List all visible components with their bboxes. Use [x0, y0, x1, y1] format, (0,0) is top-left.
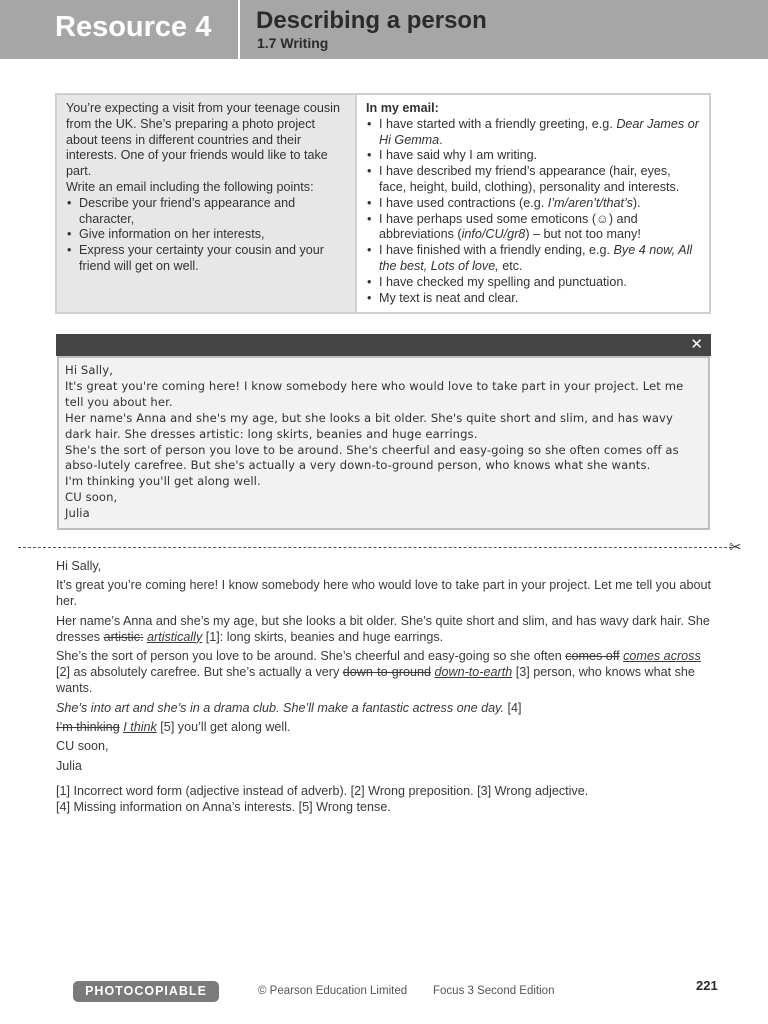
- cut-line: [18, 547, 732, 548]
- task-table: [55, 93, 711, 314]
- header-divider: [238, 0, 240, 59]
- struck-text: I’m thinking: [56, 719, 120, 734]
- list-item: • I have checked my spelling and punctuation.: [366, 275, 700, 291]
- answer-signoff: CU soon,: [56, 739, 109, 754]
- checklist-text: I have used contractions (e.g.: [379, 195, 548, 210]
- list-item: • I have described my friend’s appearance (hair, eyes, face, height, build, clothing), personality and interests.: [366, 164, 700, 196]
- struck-text: artistic:: [103, 629, 144, 644]
- checklist: [357, 95, 709, 312]
- page-title: Describing a person: [256, 7, 487, 34]
- answer-name: Julia: [56, 758, 82, 773]
- correction-text: artistically: [147, 629, 203, 644]
- list-item: • I have said why I am writing.: [366, 148, 700, 164]
- list-item: • Express your certainty your cousin and your friend will get on well.: [66, 243, 346, 275]
- answer-paragraph: [56, 719, 716, 735]
- checklist-text: ).: [632, 195, 641, 210]
- answer-greeting: Hi Sally,: [56, 559, 102, 573]
- email-line: It's great you're coming here! I know somebody here who would love to take part in your project. Let me tell you about her.: [65, 378, 684, 409]
- correction-text: down-to-earth: [434, 665, 513, 680]
- checklist-text: etc.: [498, 258, 523, 273]
- answer-paragraph: It’s great you’re coming here! I know somebody here who would love to take part in your project. Let me tell you about her.: [56, 578, 711, 609]
- email-line: CU soon,: [65, 490, 118, 505]
- struck-text: down-to-ground: [342, 665, 431, 680]
- email-line: Hi Sally,: [65, 363, 113, 377]
- copyright: © Pearson Education Limited: [258, 985, 408, 997]
- checklist-example: Dear James or Hi Gemma: [379, 116, 699, 147]
- checklist-example: I’m/aren’t/that’s: [547, 195, 633, 210]
- checklist-text: I have started with a friendly greeting, e.g.: [379, 116, 617, 131]
- resource-label: Resource 4: [55, 11, 212, 43]
- checklist-text: I have finished with a friendly ending, e.g.: [379, 243, 614, 258]
- checklist-heading: In my email:: [366, 101, 439, 115]
- email-line: Her name's Anna and she's my age, but she looks a bit older. She's quite short and slim, and has wavy dark hair. She dresses artistic: long skirts, beanies and huge earrings.: [65, 410, 673, 441]
- checklist-example: Bye 4 now, All the best, Lots of love,: [379, 243, 693, 273]
- task-points: [66, 196, 346, 275]
- answer-key: [56, 558, 716, 818]
- email-line: Julia: [65, 506, 90, 521]
- list-item: • Give information on her interests,: [66, 227, 346, 243]
- answer-text: [4]: [504, 700, 522, 715]
- task-instruction: Write an email including the following points:: [66, 179, 314, 194]
- answer-text: [3] person, who knows what she wants.: [56, 665, 695, 696]
- page-subtitle: 1.7 Writing: [257, 35, 329, 51]
- list-item: [366, 117, 700, 149]
- correction-text: I think: [123, 719, 157, 734]
- email-draft: [57, 356, 710, 530]
- email-line: I'm thinking you'll get along well.: [65, 474, 261, 489]
- checklist-text: .: [439, 132, 443, 147]
- answer-paragraph: [56, 613, 716, 645]
- scissors-icon: ✂: [729, 539, 742, 556]
- struck-text: comes off: [565, 649, 620, 664]
- list-item: [366, 212, 700, 244]
- correction-text: comes across: [623, 649, 701, 664]
- answer-text: She’s the sort of person you love to be around. She’s cheerful and easy-going so she often: [56, 649, 566, 664]
- answer-text: [1]: long skirts, beanies and huge earrings.: [202, 629, 444, 644]
- list-item: • Describe your friend’s appearance and character,: [66, 196, 346, 228]
- task-intro: You’re expecting a visit from your teenage cousin from the UK. She’s preparing a photo project about teens in different countries and their interests. One of your friends would like to take part.: [66, 101, 340, 179]
- answer-note: [4] Missing information on Anna’s interests. [5] Wrong tense.: [56, 799, 391, 814]
- edition: Focus 3 Second Edition: [433, 985, 555, 997]
- list-item: [366, 196, 700, 212]
- answer-text: Her name’s Anna and she’s my age, but she looks a bit older. She’s quite short and slim, and has wavy dark hair. She dresses: [56, 613, 710, 644]
- page-number: 221: [696, 978, 718, 993]
- checklist-text: I have perhaps used some emoticons (☺) and abbreviations (: [379, 211, 638, 242]
- inserted-text: She’s into art and she’s in a drama club. She’ll make a fantastic actress one day.: [56, 700, 505, 715]
- email-line: She's the sort of person you love to be around. She's cheerful and easy-going so she often comes off as abso-lutely carefree. But she's actually a very down-to-ground person, who knows what she wants.: [65, 442, 679, 473]
- checklist-example: info/CU/gr8: [461, 227, 526, 242]
- answer-text: [5] you’ll get along well.: [156, 719, 291, 734]
- checklist-text: ) – but not too many!: [525, 227, 641, 242]
- photocopiable-badge: PHOTOCOPIABLE: [73, 981, 219, 1002]
- close-icon[interactable]: ✕: [690, 336, 703, 353]
- page-header: [0, 0, 768, 59]
- answer-text: [2] as absolutely carefree. But she’s actually a very: [56, 665, 343, 680]
- task-instructions: [57, 95, 357, 312]
- answer-paragraph: [56, 648, 716, 696]
- list-item: [366, 243, 700, 275]
- answer-note: [1] Incorrect word form (adjective instead of adverb). [2] Wrong preposition. [3] Wrong adjective.: [56, 783, 589, 798]
- list-item: • My text is neat and clear.: [366, 291, 700, 307]
- answer-paragraph: [56, 700, 716, 716]
- email-window-titlebar: [56, 334, 711, 356]
- checklist-items: [366, 117, 700, 307]
